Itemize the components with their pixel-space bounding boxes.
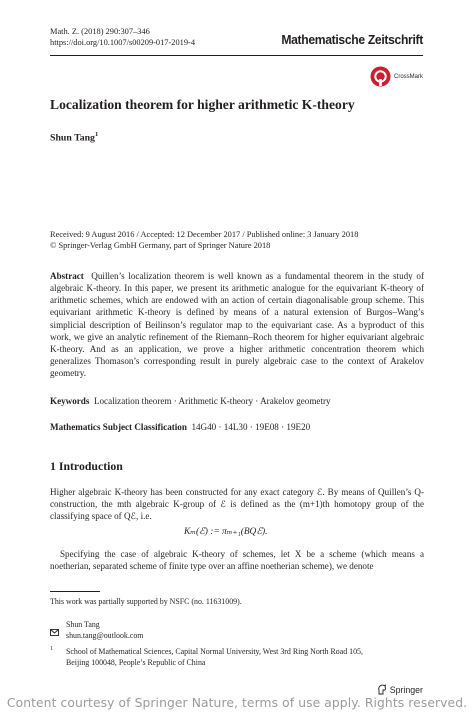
crossmark-badge[interactable] <box>370 66 423 87</box>
msc-text: 14G40 · 14L30 · 19E08 · 19E20 <box>191 422 311 432</box>
received-dates: Received: 9 August 2016 / Accepted: 12 December 2017 / Published online: 3 January 2018 <box>50 230 359 239</box>
courtesy-notice: Content courtesy of Springer Nature, terms of use apply. Rights reserved. <box>6 696 468 710</box>
abstract-label: Abstract <box>50 271 84 281</box>
keywords-label: Keywords <box>50 396 90 406</box>
envelope-icon <box>50 623 60 641</box>
journal-name: Mathematische Zeitschrift <box>281 32 423 47</box>
publisher-name: Springer <box>389 684 423 695</box>
msc-classification <box>50 421 424 433</box>
footnote-rule <box>50 591 100 592</box>
intro-paragraph-1: Higher algebraic K-theory has been constructed for any exact category ℰ. By means of Quillen’s Q-construction, the mth algebraic K-group of ℰ is defined as the (m+1)th homotopy group of the classifying space of Qℰ, i.e. <box>50 487 424 522</box>
contact-email[interactable]: shun.tang@outlook.com <box>66 631 144 640</box>
crossmark-label: CrossMark <box>393 73 423 80</box>
copyright-line: © Springer-Verlag GmbH Germany, part of Springer Nature 2018 <box>50 241 271 250</box>
keywords-text: Localization theorem · Arithmetic K-theory · Arakelov geometry <box>93 396 331 406</box>
affiliation-number: 1 <box>50 646 53 652</box>
abstract <box>50 270 424 379</box>
msc-label: Mathematics Subject Classification <box>50 422 187 432</box>
keywords <box>50 395 424 407</box>
springer-horse-icon <box>377 684 387 695</box>
funding-note: This work was partially supported by NSFC (no. 11631009). <box>50 597 242 606</box>
article-title: Localization theorem for higher arithmetic K-theory <box>50 97 355 112</box>
journal-citation: Math. Z. (2018) 290:307–346 <box>50 27 150 36</box>
equation: Kₘ(ℰ) := πₘ₊₁(BQℰ). <box>184 527 268 537</box>
intro-paragraph-2: Specifying the case of algebraic K-theory of schemes, let X be a scheme (which means a noetherian, separated scheme of finite type over an affine noetherian scheme), we denote <box>50 549 424 572</box>
crossmark-icon <box>370 66 391 87</box>
abstract-text: Quillen’s localization theorem is well known as a fundamental theorem in the study of algebraic K-theory. In this paper, we present its arithmetic analogue for the equivariant K-theory of arithmetic schemes, which are endowed with an action of certain diagonalisable group scheme. This equivariant arithmetic K-theory is defined by means of a natural extension of Burgos–Wang’s simplicial description of Beilinson’s regulator map to the equivariant case. As a byproduct of this work, we give an analytic refinement of the Riemann–Roch theorem for higher equivariant algebraic K-theory. And as an application, we prove a higher arithmetic concentration theorem which generalizes Thomason’s corresponding result in purely algebraic case to the context of Arakelov geometry. <box>50 271 424 379</box>
section-heading: 1 Introduction <box>50 459 123 473</box>
publisher-logo <box>377 684 423 695</box>
contact-name: Shun Tang <box>66 620 100 629</box>
author-name <box>50 131 98 143</box>
doi-link[interactable]: https://doi.org/10.1007/s00209-017-2019-4 <box>50 38 196 47</box>
author-text: Shun Tang <box>50 132 95 144</box>
header-rule <box>50 55 423 56</box>
author-affil-marker: 1 <box>94 131 99 138</box>
affiliation-line-1: School of Mathematical Sciences, Capital Normal University, West 3rd Ring North Road 105, <box>66 647 363 656</box>
affiliation-line-2: Beijing 100048, People’s Republic of China <box>66 658 206 667</box>
